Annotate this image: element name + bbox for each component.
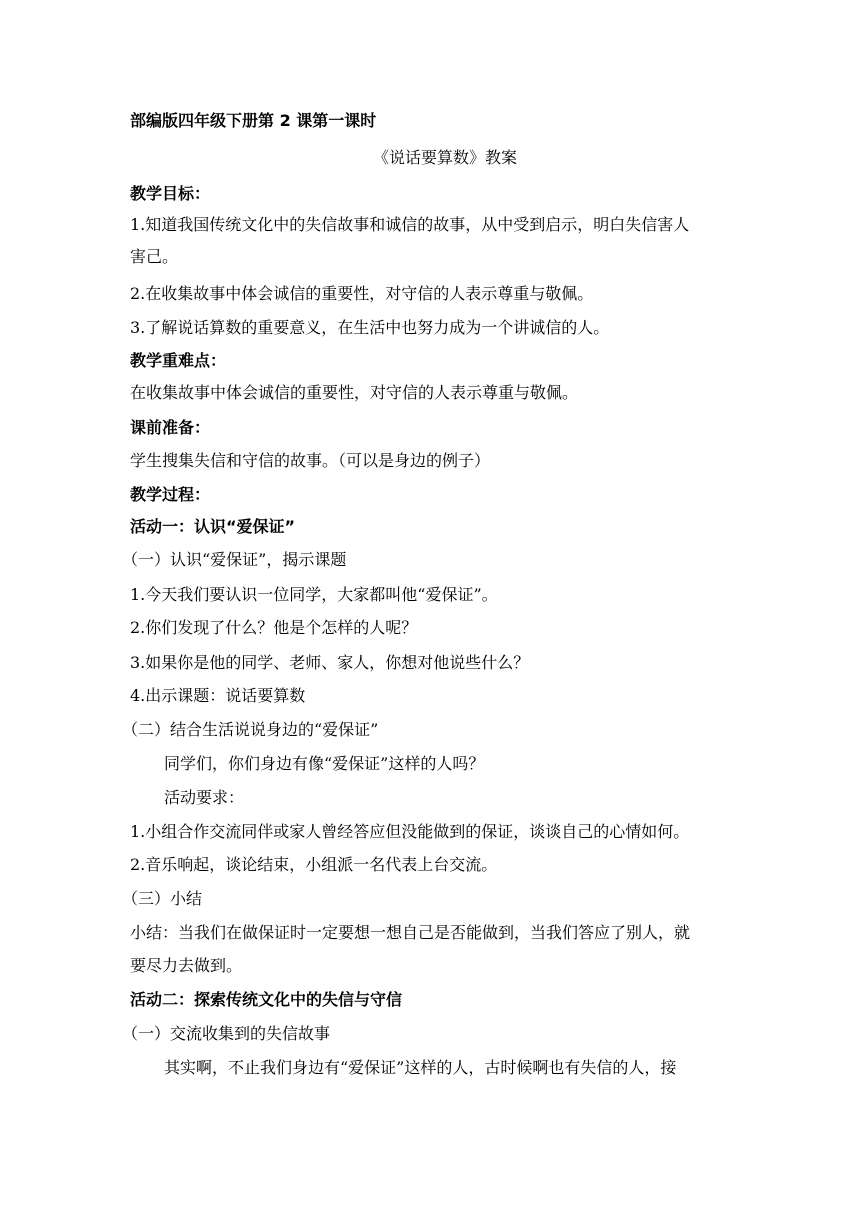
paragraph-line: 1.知道我国传统文化中的失信故事和诚信的故事，从中受到启示，明白失信害人 bbox=[130, 215, 690, 234]
section-heading-keypoints: 教学重难点： bbox=[130, 351, 227, 370]
paragraph-line: 害己。 bbox=[130, 247, 179, 266]
paragraph-line: 其实啊，不止我们身边有“爱保证”这样的人，古时候啊也有失信的人，接 bbox=[164, 1058, 677, 1077]
paragraph-line: 学生搜集失信和守信的故事。（可以是身边的例子） bbox=[130, 451, 491, 470]
paragraph-line: 4.出示课题：说话要算数 bbox=[130, 686, 306, 705]
paragraph-line: 1.小组合作交流同伴或家人曾经答应但没能做到的保证，谈谈自己的心情如何。 bbox=[130, 822, 690, 841]
paragraph-line: 3.如果你是他的同学、老师、家人，你想对他说些什么？ bbox=[130, 653, 530, 672]
paragraph-line: 活动要求： bbox=[164, 788, 245, 807]
document-header: 部编版四年级下册第 2 课第一课时 bbox=[130, 111, 377, 130]
paragraph-line: 小结：当我们在做保证时一定要想一想自己是否能做到，当我们答应了别人，就 bbox=[130, 923, 691, 942]
subsection-heading: （一）认识“爱保证”，揭示课题 bbox=[122, 550, 347, 569]
subsection-heading: （三）小结 bbox=[122, 889, 203, 908]
paragraph-line: 2.音乐响起，谈论结束，小组派一名代表上台交流。 bbox=[130, 855, 498, 874]
paragraph-line: 2.在收集故事中体会诚信的重要性，对守信的人表示尊重与敬佩。 bbox=[130, 284, 594, 303]
paragraph-line: 3.了解说话算数的重要意义，在生活中也努力成为一个讲诚信的人。 bbox=[130, 318, 610, 337]
paragraph-line: 在收集故事中体会诚信的重要性，对守信的人表示尊重与敬佩。 bbox=[130, 383, 579, 402]
section-heading-preparation: 课前准备： bbox=[130, 418, 211, 437]
paragraph-line: 2.你们发现了什么？他是个怎样的人呢？ bbox=[130, 618, 418, 637]
document-title: 《说话要算数》教案 bbox=[372, 148, 517, 167]
paragraph-line: 要尽力去做到。 bbox=[130, 956, 243, 975]
paragraph-line: 1.今天我们要认识一位同学，大家都叫他“爱保证”。 bbox=[130, 585, 498, 604]
subsection-heading: （一）交流收集到的失信故事 bbox=[122, 1024, 331, 1043]
paragraph-line: 同学们，你们身边有像“爱保证”这样的人吗？ bbox=[164, 754, 485, 773]
activity-heading: 活动二：探索传统文化中的失信与守信 bbox=[130, 990, 403, 1009]
subsection-heading: （二）结合生活说说身边的“爱保证” bbox=[122, 720, 379, 739]
section-heading-objectives: 教学目标： bbox=[130, 184, 211, 203]
activity-heading: 活动一：认识“爱保证” bbox=[130, 517, 296, 536]
section-heading-process: 教学过程： bbox=[130, 485, 211, 504]
